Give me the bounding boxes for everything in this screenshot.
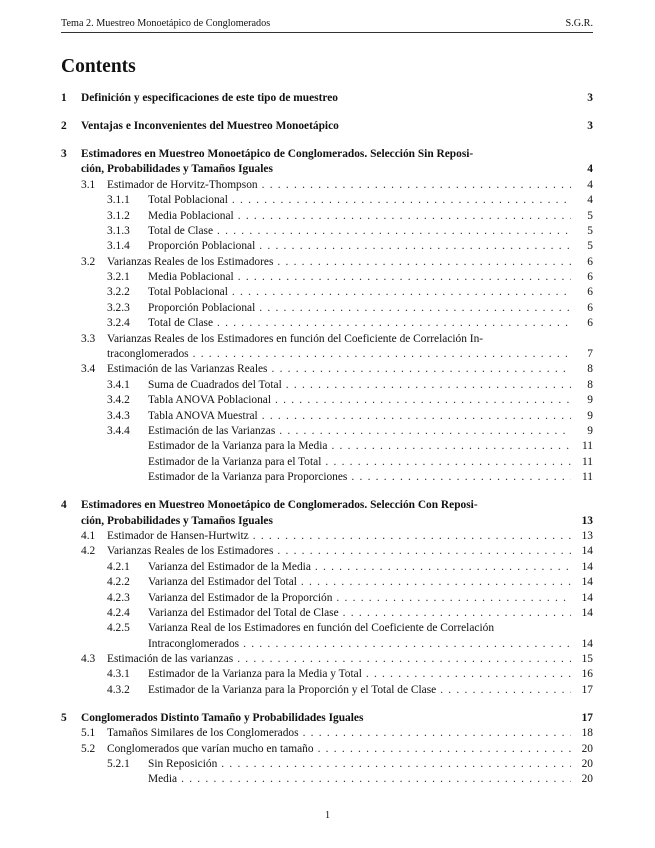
toc-subsubsection[interactable]: [61, 455, 593, 470]
toc-number: 3.1.4: [107, 240, 130, 253]
toc-leader-dots: [221, 757, 571, 772]
toc-subsubsection[interactable]: [61, 439, 593, 454]
toc-section[interactable]: [61, 498, 593, 529]
toc-page-number: 14: [581, 606, 593, 619]
toc-label: ción, Probabilidades y Tamaños Iguales: [81, 163, 273, 176]
toc-label: Estimador de la Varianza para el Total: [148, 455, 322, 468]
toc-subsubsection[interactable]: [61, 285, 593, 300]
toc-label: traconglomerados: [107, 348, 189, 361]
toc-label: ción, Probabilidades y Tamaños Iguales: [81, 514, 273, 527]
toc-page-number: 4: [587, 163, 593, 176]
toc-page-number: 3: [587, 119, 593, 132]
toc-label: Estimación de las varianzas: [107, 653, 234, 666]
toc-page-number: 9: [587, 425, 593, 437]
toc-subsubsection[interactable]: [61, 470, 593, 485]
toc-number: 3.4: [81, 363, 96, 376]
toc-label: Estimador de la Varianza para la Media: [148, 440, 328, 453]
toc-number: 3: [61, 147, 67, 160]
toc-subsubsection[interactable]: [61, 409, 593, 424]
toc-leader-dots: [262, 178, 571, 193]
toc-leader-dots: [277, 255, 571, 270]
toc-leader-dots: [217, 316, 571, 331]
toc-label: Varianza del Estimador de la Media: [148, 560, 311, 573]
toc-number: 4: [61, 499, 67, 512]
header-chapter: Tema 2. Muestreo Monoetápico de Conglomerados: [61, 18, 271, 29]
toc-subsubsection[interactable]: [61, 575, 593, 590]
toc-page-number: 20: [581, 758, 593, 770]
toc-subsubsection[interactable]: [61, 772, 593, 787]
toc-number: 3.2.4: [107, 317, 130, 330]
toc-leader-dots: [232, 193, 571, 208]
toc-label: Estimador de Hansen-Hurtwitz: [107, 529, 249, 542]
toc-page-number: 14: [581, 576, 593, 589]
toc-number: 4.2: [81, 545, 96, 558]
toc-label: Estimador de la Varianza para la Proporción y el Total de Clase: [148, 683, 437, 696]
toc-leader-dots: [303, 726, 571, 741]
toc-page-number: 20: [581, 742, 593, 755]
toc-page-number: 6: [587, 255, 593, 268]
toc-label: Proporción Poblacional: [148, 240, 256, 253]
toc-label: Estimación de las Varianzas: [148, 425, 276, 437]
toc-subsection[interactable]: [61, 544, 593, 559]
toc-page-number: 9: [587, 409, 593, 422]
toc-number: 3.4.4: [107, 425, 130, 437]
toc-label: Tamaños Similares de los Conglomerados: [107, 727, 299, 740]
toc-page-number: 18: [581, 727, 593, 740]
toc-leader-dots: [193, 347, 571, 362]
toc-subsubsection[interactable]: [61, 606, 593, 621]
toc-subsubsection[interactable]: [61, 316, 593, 331]
toc-page-number: 4: [587, 178, 593, 191]
toc-page-number: 6: [587, 286, 593, 299]
toc-number: 3.4.2: [107, 394, 130, 407]
toc-label: Suma de Cuadrados del Total: [148, 378, 282, 391]
toc-leader-dots: [336, 591, 571, 606]
toc-page-number: 14: [581, 637, 593, 650]
table-of-contents: [61, 91, 593, 788]
toc-leader-dots: [277, 544, 571, 559]
toc-leader-dots: [331, 439, 571, 454]
toc-page-number: 8: [587, 363, 593, 376]
toc-label: Total Poblacional: [148, 194, 228, 207]
toc-leader-dots: [238, 270, 571, 285]
toc-number: 3.2: [81, 255, 96, 268]
toc-label: Estimador de Horvitz-Thompson: [107, 178, 258, 191]
toc-subsubsection[interactable]: [61, 301, 593, 316]
toc-number: 4.2.4: [107, 606, 130, 619]
toc-label: Varianzas Reales de los Estimadores: [107, 255, 274, 268]
toc-leader-dots: [262, 409, 571, 424]
toc-page-number: 16: [581, 668, 593, 681]
toc-number: 4.3.2: [107, 683, 130, 696]
toc-subsection[interactable]: [61, 742, 593, 757]
toc-subsection[interactable]: [61, 332, 593, 363]
toc-number: 2: [61, 119, 67, 132]
toc-leader-dots: [279, 424, 571, 439]
toc-number: 4.2.1: [107, 560, 130, 573]
toc-number: 4.1: [81, 529, 96, 542]
toc-subsubsection[interactable]: [61, 621, 593, 652]
toc-subsubsection[interactable]: [61, 424, 593, 439]
toc-label: Total Poblacional: [148, 286, 228, 299]
toc-leader-dots: [243, 637, 571, 652]
toc-number: 4.3.1: [107, 668, 130, 681]
toc-leader-dots: [275, 393, 571, 408]
toc-leader-dots: [181, 772, 571, 787]
toc-page-number: 6: [587, 301, 593, 314]
toc-page-number: 6: [587, 317, 593, 330]
toc-subsubsection[interactable]: [61, 209, 593, 224]
toc-page-number: 17: [581, 683, 593, 696]
toc-number: 3.2.3: [107, 301, 130, 314]
toc-page-number: 9: [587, 394, 593, 407]
toc-subsection[interactable]: [61, 255, 593, 270]
toc-label: Estimación de las Varianzas Reales: [107, 363, 268, 376]
toc-leader-dots: [315, 560, 571, 575]
toc-subsubsection[interactable]: [61, 757, 593, 772]
toc-subsection[interactable]: [61, 652, 593, 667]
toc-label: Conglomerados Distinto Tamaño y Probabilidades Iguales: [81, 711, 364, 724]
toc-number: 3.1.1: [107, 194, 130, 207]
page-title: Contents: [61, 56, 136, 77]
toc-label: Varianzas Reales de los Estimadores: [107, 545, 274, 558]
toc-subsubsection[interactable]: [61, 239, 593, 254]
toc-page-number: 14: [581, 560, 593, 573]
toc-subsection[interactable]: [61, 178, 593, 193]
toc-leader-dots: [343, 606, 571, 621]
toc-number: 3.2.2: [107, 286, 130, 299]
toc-number: 5.2: [81, 742, 96, 755]
toc-number: 3.2.1: [107, 271, 130, 284]
toc-number: 5.1: [81, 727, 96, 740]
toc-page-number: 14: [581, 591, 593, 604]
toc-leader-dots: [259, 301, 571, 316]
toc-subsubsection[interactable]: [61, 393, 593, 408]
toc-page-number: 7: [587, 348, 593, 361]
toc-subsubsection[interactable]: [61, 193, 593, 208]
toc-number: 1: [61, 92, 67, 104]
toc-label: Tabla ANOVA Poblacional: [148, 394, 272, 407]
toc-page-number: 15: [581, 653, 593, 666]
toc-page-number: 13: [581, 529, 593, 542]
toc-label: Varianza del Estimador de la Proporción: [148, 591, 333, 604]
toc-page-number: 8: [587, 378, 593, 391]
header-author: S.G.R.: [565, 18, 593, 29]
toc-number: 4.3: [81, 653, 96, 666]
toc-label: Estimador de la Varianza para la Media y Total: [148, 668, 362, 681]
toc-section[interactable]: [61, 147, 593, 178]
toc-subsection[interactable]: [61, 726, 593, 741]
toc-label-line1: Estimadores en Muestreo Monoetápico de Conglomerados. Selección Con Reposi-: [81, 499, 478, 512]
toc-subsubsection[interactable]: [61, 591, 593, 606]
toc-label: Tabla ANOVA Muestral: [148, 409, 258, 422]
toc-page-number: 4: [587, 194, 593, 207]
toc-subsubsection[interactable]: [61, 270, 593, 285]
toc-leader-dots: [238, 209, 571, 224]
toc-number: 5.2.1: [107, 758, 130, 770]
toc-leader-dots: [232, 285, 571, 300]
toc-page-number: 11: [582, 440, 593, 453]
toc-label: Ventajas e Inconvenientes del Muestreo Monoetápico: [81, 119, 339, 132]
toc-page-number: 11: [582, 455, 593, 468]
toc-section[interactable]: [61, 119, 593, 134]
toc-label: Sin Reposición: [148, 758, 218, 770]
toc-number: 5: [61, 711, 67, 724]
toc-number: 3.1.2: [107, 209, 130, 222]
toc-label: Intraconglomerados: [148, 637, 240, 650]
toc-number: 4.2.5: [107, 622, 130, 635]
toc-number: 3.4.3: [107, 409, 130, 422]
toc-leader-dots: [253, 529, 571, 544]
page-number: 1: [324, 810, 331, 821]
toc-leader-dots: [440, 683, 571, 698]
toc-label: Media: [148, 773, 178, 786]
toc-page-number: 14: [581, 545, 593, 558]
toc-label: Media Poblacional: [148, 209, 234, 222]
toc-label: Varianza del Estimador del Total: [148, 576, 297, 589]
toc-leader-dots: [271, 362, 571, 377]
toc-leader-dots: [301, 575, 571, 590]
toc-number: 4.2.3: [107, 591, 130, 604]
toc-section[interactable]: [61, 91, 593, 106]
toc-label-line1: Varianza Real de los Estimadores en función del Coeficiente de Correlación: [148, 622, 495, 635]
toc-subsubsection[interactable]: [61, 667, 593, 682]
toc-leader-dots: [325, 455, 571, 470]
toc-number: 3.1.3: [107, 224, 130, 237]
toc-label-line1: Varianzas Reales de los Estimadores en función del Coeficiente de Correlación In-: [107, 332, 484, 345]
toc-subsubsection[interactable]: [61, 378, 593, 393]
toc-label: Total de Clase: [148, 224, 213, 237]
toc-label: Definición y especificaciones de este tipo de muestreo: [81, 92, 338, 104]
toc-leader-dots: [259, 239, 571, 254]
toc-page-number: 5: [587, 240, 593, 253]
toc-leader-dots: [237, 652, 571, 667]
toc-subsubsection[interactable]: [61, 224, 593, 239]
toc-page-number: 3: [587, 92, 593, 104]
toc-page-number: 11: [582, 471, 593, 484]
toc-page-number: 17: [581, 711, 593, 724]
toc-label: Media Poblacional: [148, 271, 234, 284]
toc-leader-dots: [217, 224, 571, 239]
toc-label-line1: Estimadores en Muestreo Monoetápico de Conglomerados. Selección Sin Reposi-: [81, 147, 474, 160]
toc-number: 3.1: [81, 178, 96, 191]
toc-label: Conglomerados que varían mucho en tamaño: [107, 742, 314, 755]
toc-number: 3.3: [81, 332, 96, 345]
toc-label: Varianza del Estimador del Total de Clase: [148, 606, 339, 619]
toc-subsubsection[interactable]: [61, 683, 593, 698]
toc-section[interactable]: [61, 711, 593, 726]
toc-subsubsection[interactable]: [61, 560, 593, 575]
toc-number: 3.4.1: [107, 378, 130, 391]
running-header: [61, 18, 593, 33]
toc-label: Proporción Poblacional: [148, 301, 256, 314]
toc-page-number: 5: [587, 209, 593, 222]
toc-page-number: 5: [587, 224, 593, 237]
toc-number: 4.2.2: [107, 576, 130, 589]
toc-leader-dots: [366, 667, 571, 682]
toc-leader-dots: [318, 742, 571, 757]
toc-label: Total de Clase: [148, 317, 213, 330]
toc-leader-dots: [286, 378, 571, 393]
toc-page-number: 13: [581, 514, 593, 527]
toc-page-number: 20: [581, 773, 593, 786]
toc-subsection[interactable]: [61, 529, 593, 544]
toc-label: Estimador de la Varianza para Proporciones: [148, 471, 348, 484]
toc-page-number: 6: [587, 271, 593, 284]
toc-subsection[interactable]: [61, 362, 593, 377]
toc-leader-dots: [351, 470, 571, 485]
